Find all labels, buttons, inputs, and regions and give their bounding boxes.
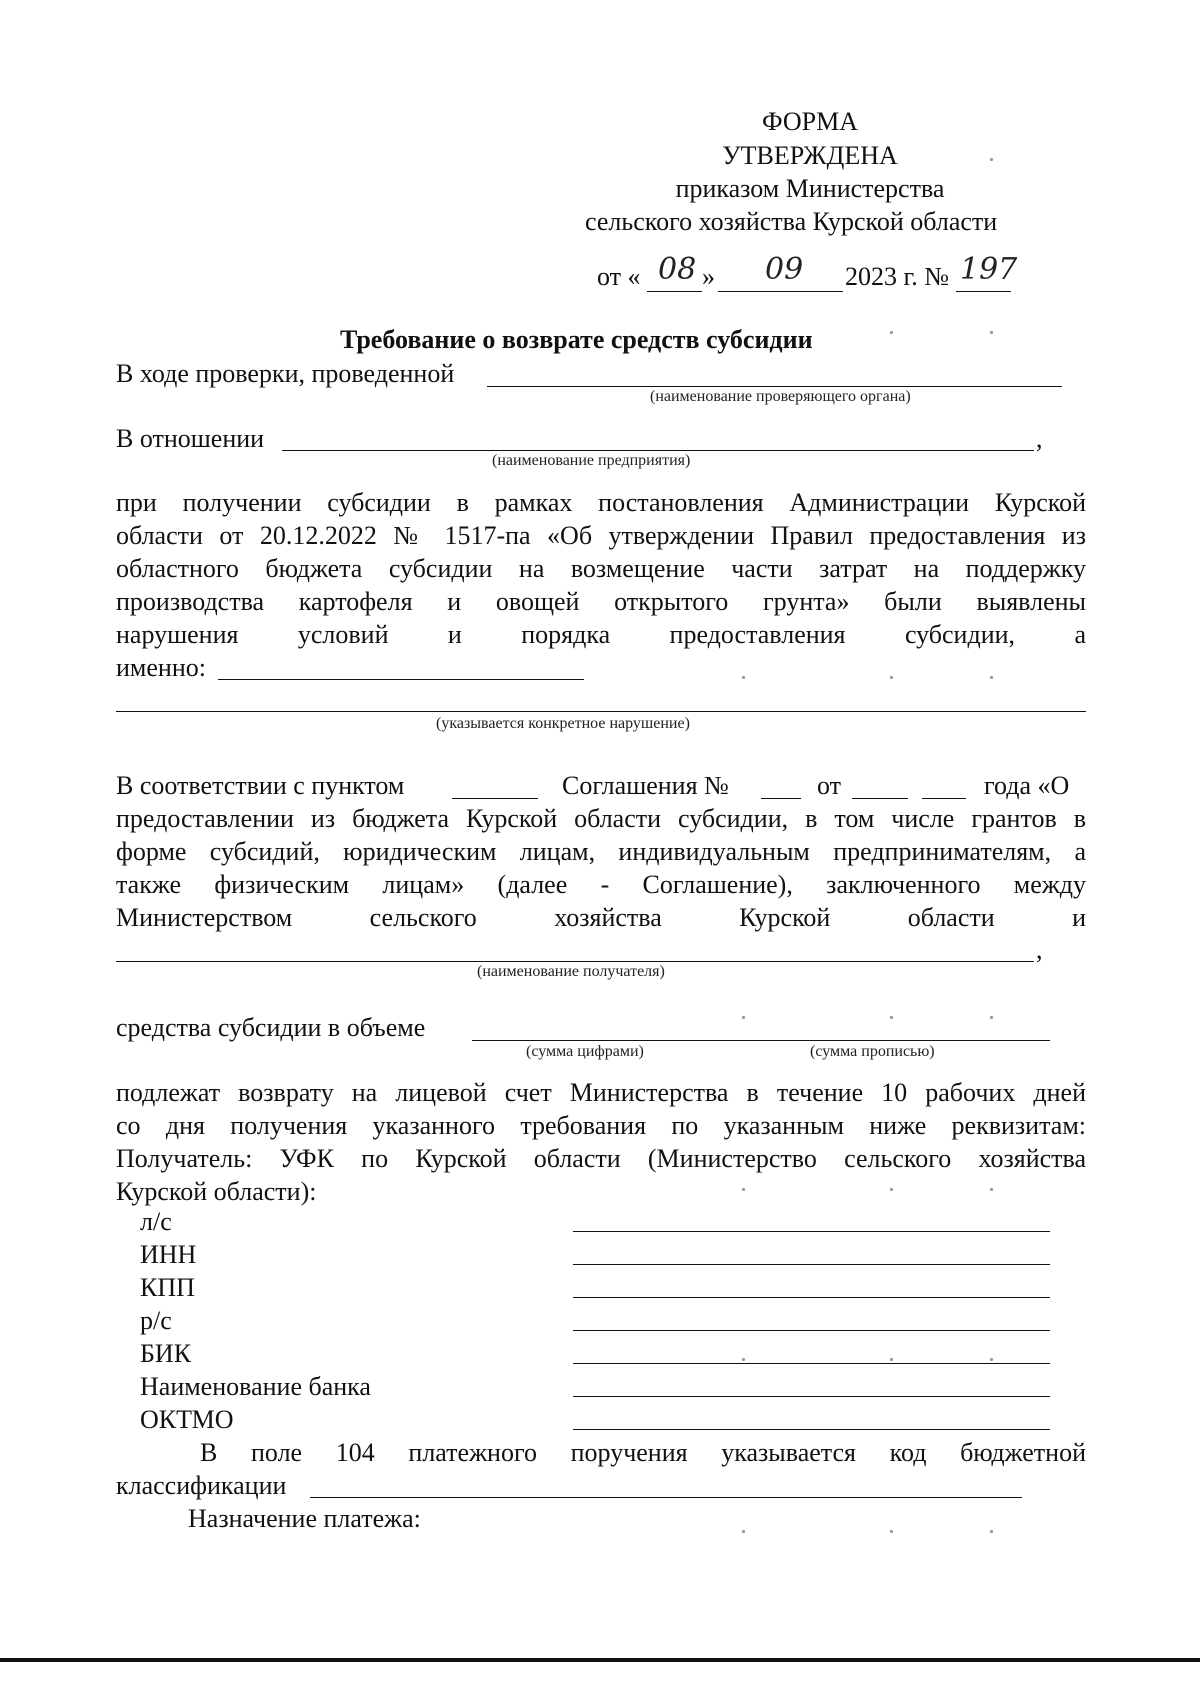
recipient-comma: , [1036, 935, 1043, 964]
clause-field [452, 798, 538, 799]
paragraph2-line4: также физическим лицам» (далее - Соглашение), заключенного между [116, 870, 1086, 899]
agreement-date-field-2 [922, 798, 966, 799]
paragraph2-part2: Соглашения № [562, 771, 729, 800]
requisite-kpp-field [573, 1297, 1050, 1298]
scan-speck [990, 1016, 993, 1019]
amount-digits-caption: (сумма цифрами) [526, 1043, 644, 1060]
budget-code-field [310, 1497, 1022, 1498]
requisite-settlement-field [573, 1330, 1050, 1331]
recipient-field [116, 961, 1034, 962]
scan-speck [990, 1358, 993, 1361]
day-underline [647, 291, 702, 292]
handwritten-number: 197 [960, 252, 1018, 287]
scan-speck [990, 158, 993, 161]
amount-field [472, 1040, 1050, 1041]
requisite-settlement-label: р/с [140, 1306, 172, 1335]
requisite-account-field [573, 1231, 1050, 1232]
inspection-caption: (наименование проверяющего органа) [650, 388, 911, 405]
scan-speck [990, 1188, 993, 1191]
month-underline [718, 291, 843, 292]
paragraph2-part1: В соответствии с пунктом [116, 771, 405, 800]
requisite-bik-field [573, 1363, 1050, 1364]
scan-speck [890, 676, 893, 679]
scan-speck [742, 1188, 745, 1191]
agreement-date-field-1 [852, 798, 908, 799]
namely-label: именно: [116, 653, 206, 682]
agreement-number-field [761, 798, 801, 799]
paragraph3-line2: со дня получения указанного требования по указанным ниже реквизитам: [116, 1111, 1086, 1140]
requisite-bank-field [573, 1396, 1050, 1397]
paragraph3-line4: Курской области): [116, 1177, 317, 1206]
relation-field [282, 450, 1034, 451]
field104-line2: классификации [116, 1471, 287, 1500]
field104-line1: В поле 104 платежного поручения указывается код бюджетной [200, 1438, 1086, 1467]
violation-field [116, 711, 1086, 712]
requisite-bik-label: БИК [140, 1339, 192, 1368]
requisite-oktmo-field [573, 1429, 1050, 1430]
namely-field [218, 679, 584, 680]
inspection-field [487, 386, 1062, 387]
inspection-label: В ходе проверки, проведенной [116, 359, 455, 388]
requisite-inn-label: ИНН [140, 1240, 197, 1269]
scan-speck [742, 1016, 745, 1019]
scan-speck [990, 676, 993, 679]
paragraph1-line2: области от 20.12.2022 № 1517-па «Об утверждении Правил предоставления из [116, 521, 1086, 550]
paragraph1-line5: нарушения условий и порядка предоставления субсидии, а [116, 620, 1086, 649]
payment-purpose-label: Назначение платежа: [188, 1504, 421, 1533]
scan-speck [890, 1358, 893, 1361]
violation-caption: (указывается конкретное нарушение) [436, 715, 690, 732]
relation-caption: (наименование предприятия) [492, 452, 691, 469]
document-title: Требование о возврате средств субсидии [340, 325, 813, 354]
scan-bottom-border [0, 1658, 1200, 1662]
requisite-account-label: л/с [140, 1207, 172, 1236]
handwritten-day: 08 [658, 252, 697, 287]
recipient-caption: (наименование получателя) [477, 963, 665, 980]
requisite-bank-label: Наименование банка [140, 1372, 371, 1401]
paragraph1-line4: производства картофеля и овощей открытого грунта» были выявлены [116, 587, 1086, 616]
amount-words-caption: (сумма прописью) [810, 1043, 935, 1060]
date-year-number: 2023 г. № [845, 262, 950, 291]
paragraph2-part3: от [817, 771, 842, 800]
scan-speck [742, 1358, 745, 1361]
scan-speck [890, 1188, 893, 1191]
scan-speck [890, 1530, 893, 1533]
paragraph1-line1: при получении субсидии в рамках постановления Администрации Курской [116, 488, 1086, 517]
requisite-kpp-label: КПП [140, 1273, 195, 1302]
number-underline [956, 291, 1011, 292]
scan-speck [990, 331, 993, 334]
scan-speck [742, 1530, 745, 1533]
relation-label: В отношении [116, 424, 265, 453]
amount-label: средства субсидии в объеме [116, 1013, 426, 1042]
date-prefix: от « [597, 262, 641, 291]
paragraph1-line3: областного бюджета субсидии на возмещение части затрат на поддержку [116, 554, 1086, 583]
scan-speck [890, 331, 893, 334]
paragraph2-line3: форме субсидий, юридическим лицам, индивидуальным предпринимателям, а [116, 837, 1086, 866]
handwritten-month: 09 [765, 252, 804, 287]
order-label: приказом Министерства [675, 174, 945, 203]
scan-speck [990, 1530, 993, 1533]
relation-comma: , [1036, 424, 1043, 453]
paragraph3-line3: Получатель: УФК по Курской области (Министерство сельского хозяйства [116, 1144, 1086, 1173]
paragraph3-line1: подлежат возврату на лицевой счет Министерства в течение 10 рабочих дней [116, 1078, 1086, 1107]
date-quote-close: » [702, 262, 715, 291]
approved-label: УТВЕРЖДЕНА [722, 141, 898, 170]
paragraph2-line5: Министерством сельского хозяйства Курской области и [116, 903, 1086, 932]
paragraph2-part4: года «О [984, 771, 1070, 800]
requisite-oktmo-label: ОКТМО [140, 1405, 234, 1434]
scan-speck [890, 1016, 893, 1019]
requisite-inn-field [573, 1264, 1050, 1265]
paragraph2-line2: предоставлении из бюджета Курской области субсидии, в том числе грантов в [116, 804, 1086, 833]
ministry-label: сельского хозяйства Курской области [585, 207, 998, 236]
scan-speck [742, 676, 745, 679]
form-label: ФОРМА [762, 107, 858, 136]
